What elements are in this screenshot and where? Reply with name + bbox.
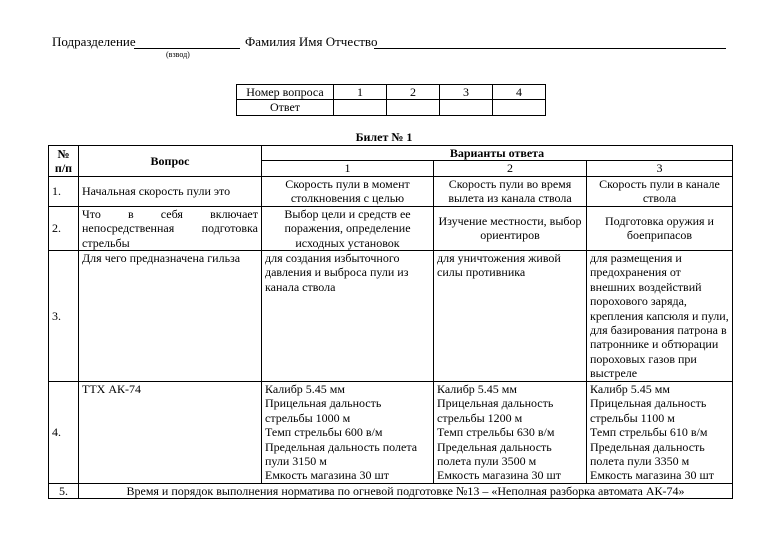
answer-option: для размещения и предохранения от внешних воздействий порохового заряда, крепления капсюля и пули, для базирования патрона в патроннике и обтюрации пороховых газов при выстреле [587, 250, 733, 381]
table-row [49, 483, 733, 498]
table-row [49, 250, 733, 381]
spec-line: Прицельная дальность [265, 396, 382, 411]
question-text: Для чего предназначена гильза [79, 250, 262, 381]
spec-line: пули 3150 м [265, 453, 327, 468]
row-number: 5. [49, 483, 79, 498]
col-number-line2: п/п [54, 160, 73, 175]
spec-line: Темп стрельбы 630 в/м [437, 425, 555, 440]
spec-line: стрельбы 1200 м [437, 410, 523, 425]
question-number-cell: 1 [334, 85, 387, 100]
answer-option [262, 381, 434, 483]
spec-line: Прицельная дальность [590, 396, 707, 411]
answer-option: Подготовка оружия и боеприпасов [587, 206, 733, 250]
spec-line: полета пули 3500 м [437, 453, 537, 468]
answer-cell[interactable] [387, 100, 440, 115]
question-text: Начальная скорость пули это [79, 176, 262, 206]
question-number-label: Номер вопроса [237, 85, 334, 100]
col-number-line1: № [57, 146, 70, 161]
spec-line: Емкость магазина 30 шт [590, 468, 714, 483]
spec-line: Предельная дальность [437, 439, 552, 454]
answer-option: Изучение местности, выбор ориентиров [434, 206, 587, 250]
question-number-cell: 4 [493, 85, 546, 100]
answer-option: для уничтожения живой силы противника [434, 250, 587, 381]
row-number: 1. [49, 176, 79, 206]
spec-line: Калибр 5.45 мм [590, 381, 670, 396]
spec-line: стрельбы 1100 м [590, 410, 675, 425]
variant-number: 2 [434, 161, 587, 176]
answer-option [587, 381, 733, 483]
col-number-header [49, 146, 79, 177]
col-variants-header: Варианты ответа [262, 146, 733, 161]
answer-cell[interactable] [334, 100, 387, 115]
row-number: 2. [49, 206, 79, 250]
answer-option: для создания избыточного давления и выброса пули из канала ствола [262, 250, 434, 381]
table-row [49, 206, 733, 250]
table-row [49, 381, 733, 483]
ticket-table [48, 145, 733, 499]
spec-line: Калибр 5.45 мм [265, 381, 345, 396]
spec-line: Емкость магазина 30 шт [437, 468, 561, 483]
answer-table [236, 84, 546, 116]
subdivision-hint: (взвод) [166, 50, 190, 59]
answer-option: Скорость пули в канале ствола [587, 176, 733, 206]
spec-line: Темп стрельбы 610 в/м [590, 425, 708, 440]
question-number-cell: 2 [387, 85, 440, 100]
answer-label: Ответ [237, 100, 334, 115]
spec-line: Калибр 5.45 мм [437, 381, 517, 396]
col-question-header: Вопрос [79, 146, 262, 177]
variant-number: 1 [262, 161, 434, 176]
spec-line: Прицельная дальность [437, 396, 554, 411]
row-number: 4. [49, 381, 79, 483]
spec-line: Предельная дальность полета [265, 439, 418, 454]
question-text: Что в себя включает непосредственная подготовка стрельбы [79, 206, 262, 250]
spec-line: полета пули 3350 м [590, 453, 690, 468]
row-number: 3. [49, 250, 79, 381]
task-text: Время и порядок выполнения норматива по огневой подготовке №13 – «Неполная разборка автомата АК-74» [79, 483, 733, 498]
spec-line: Темп стрельбы 600 в/м [265, 425, 383, 440]
question-text: ТТХ АК-74 [79, 381, 262, 483]
answer-option [434, 381, 587, 483]
spec-line: Емкость магазина 30 шт [265, 468, 389, 483]
name-label: Фамилия Имя Отчество [245, 34, 378, 49]
spec-line: стрельбы 1000 м [265, 410, 351, 425]
answer-option: Выбор цели и средств ее поражения, определение исходных установок [262, 206, 434, 250]
answer-option: Скорость пули в момент столкновения с целью [262, 176, 434, 206]
name-field-line[interactable] [374, 48, 726, 49]
header-line [52, 34, 732, 64]
ticket-title: Билет № 1 [355, 130, 413, 144]
subdivision-label: Подразделение [52, 34, 136, 49]
answer-option: Скорость пули во время вылета из канала ствола [434, 176, 587, 206]
question-number-cell: 3 [440, 85, 493, 100]
variant-number: 3 [587, 161, 733, 176]
answer-cell[interactable] [493, 100, 546, 115]
table-row [49, 176, 733, 206]
answer-cell[interactable] [440, 100, 493, 115]
subdivision-field-line[interactable] [134, 48, 240, 49]
spec-line: Предельная дальность [590, 439, 705, 454]
